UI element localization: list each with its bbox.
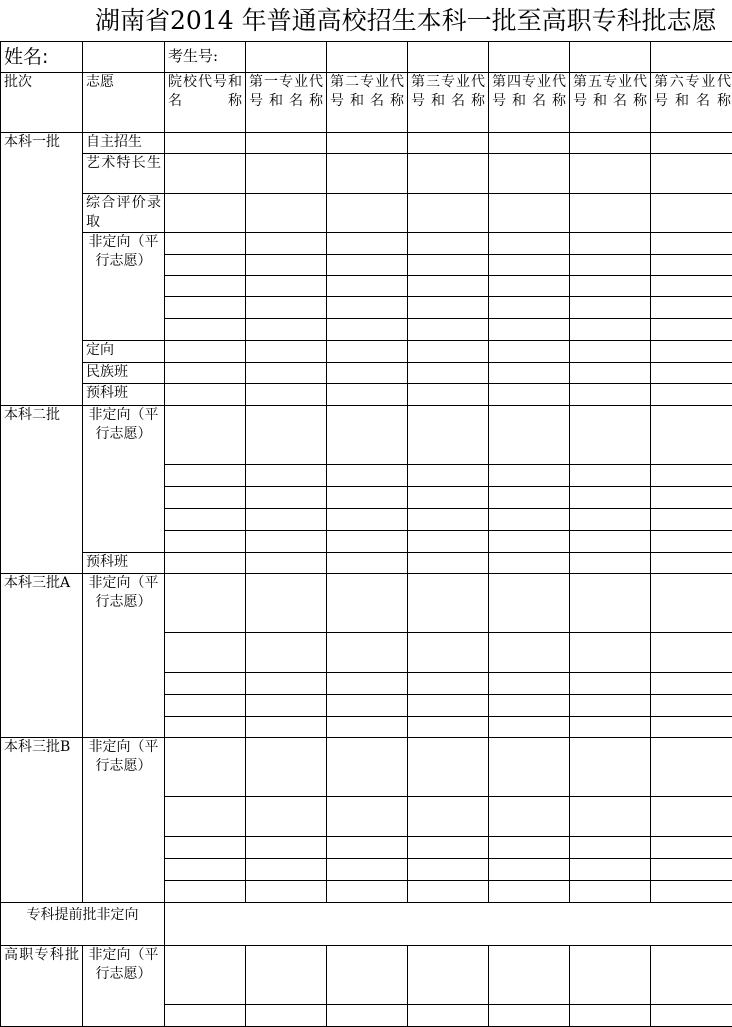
entry-cell[interactable] (408, 297, 489, 319)
entry-cell[interactable] (651, 487, 732, 509)
entry-cell[interactable] (246, 465, 327, 487)
entry-cell[interactable] (570, 194, 651, 233)
entry-cell[interactable] (489, 695, 570, 717)
entry-cell[interactable] (408, 509, 489, 531)
entry-cell[interactable] (165, 509, 246, 531)
entry-cell[interactable] (570, 341, 651, 363)
entry-cell[interactable] (651, 319, 732, 341)
entry-cell[interactable] (651, 531, 732, 553)
type-label: 定向 (83, 341, 165, 363)
name-label: 姓名: (1, 42, 83, 73)
entry-cell[interactable] (570, 384, 651, 406)
entry-cell[interactable] (165, 881, 246, 903)
entry-cell[interactable] (246, 738, 327, 797)
entry-cell[interactable] (165, 465, 246, 487)
entry-cell[interactable] (489, 319, 570, 341)
type-label: 民族班 (83, 363, 165, 384)
entry-cell[interactable] (327, 406, 408, 465)
entry-cell[interactable] (408, 859, 489, 881)
entry-cell[interactable] (570, 859, 651, 881)
entry-cell[interactable] (570, 363, 651, 384)
entry-cell[interactable] (165, 1005, 246, 1027)
entry-cell[interactable] (651, 384, 732, 406)
entry-cell[interactable] (651, 133, 732, 154)
entry-cell[interactable] (246, 194, 327, 233)
entry-cell[interactable] (327, 553, 408, 574)
entry-cell[interactable] (165, 255, 246, 276)
entry-cell[interactable] (570, 695, 651, 717)
entry-cell[interactable] (246, 487, 327, 509)
entry-cell[interactable] (165, 797, 246, 837)
entry-cell[interactable] (246, 859, 327, 881)
exam-no-field[interactable] (651, 42, 732, 73)
header-volunteer: 志愿 (83, 73, 165, 133)
entry-cell[interactable] (408, 574, 489, 633)
entry-cell[interactable] (246, 133, 327, 154)
exam-no-field[interactable] (408, 42, 489, 73)
entry-cell[interactable] (489, 738, 570, 797)
entry-cell[interactable] (327, 695, 408, 717)
exam-no-field[interactable] (570, 42, 651, 73)
entry-cell[interactable] (408, 553, 489, 574)
entry-cell[interactable] (246, 1005, 327, 1027)
batch-label: 高职专科批 (1, 946, 83, 1027)
entry-cell[interactable] (651, 154, 732, 194)
entry-cell[interactable] (570, 406, 651, 465)
entry-cell[interactable] (570, 1005, 651, 1027)
entry-cell[interactable] (489, 384, 570, 406)
entry-cell[interactable] (651, 255, 732, 276)
entry-cell[interactable] (570, 154, 651, 194)
entry-cell[interactable] (570, 797, 651, 837)
entry-cell[interactable] (327, 717, 408, 738)
entry-cell[interactable] (246, 255, 327, 276)
type-label: 非定向（平行志愿） (83, 574, 165, 738)
entry-cell[interactable] (327, 255, 408, 276)
entry-cell[interactable] (327, 194, 408, 233)
entry-cell[interactable] (570, 574, 651, 633)
entry-cell[interactable] (489, 531, 570, 553)
entry-cell[interactable] (327, 276, 408, 297)
entry-cell[interactable] (408, 465, 489, 487)
entry-cell[interactable] (651, 859, 732, 881)
name-field[interactable] (83, 42, 165, 73)
entry-cell[interactable] (165, 384, 246, 406)
entry-cell[interactable] (408, 341, 489, 363)
entry-cell[interactable] (165, 233, 246, 255)
entry-cell[interactable] (165, 531, 246, 553)
entry-cell[interactable] (408, 319, 489, 341)
entry-cell[interactable] (489, 859, 570, 881)
entry-cell[interactable] (489, 363, 570, 384)
entry-cell[interactable] (165, 859, 246, 881)
batch-label: 本科二批 (1, 406, 83, 574)
entry-cell[interactable] (408, 255, 489, 276)
entry-cell[interactable] (570, 946, 651, 1005)
entry-cell[interactable] (408, 363, 489, 384)
type-label: 预科班 (83, 384, 165, 406)
entry-cell[interactable] (570, 881, 651, 903)
entry-cell[interactable] (489, 154, 570, 194)
type-label: 预科班 (83, 553, 165, 574)
batch-label: 本科三批A (1, 574, 83, 738)
entry-cell[interactable] (408, 133, 489, 154)
entry-cell[interactable] (246, 341, 327, 363)
entry-cell[interactable] (408, 797, 489, 837)
entry-cell[interactable] (327, 465, 408, 487)
entry-cell[interactable] (327, 487, 408, 509)
entry-cell[interactable] (651, 1005, 732, 1027)
entry-cell[interactable] (327, 738, 408, 797)
entry-cell[interactable] (327, 859, 408, 881)
entry-cell[interactable] (408, 1005, 489, 1027)
entry-cell[interactable] (651, 881, 732, 903)
entry-cell[interactable] (651, 837, 732, 859)
header-major5: 第五专业代号和名称 (570, 73, 651, 133)
batch-label: 本科一批 (1, 133, 83, 406)
header-batch: 批次 (1, 73, 83, 133)
type-label: 非定向（平行志愿） (83, 946, 165, 1027)
entry-cell[interactable] (651, 695, 732, 717)
entry-cell[interactable] (489, 797, 570, 837)
entry-cell[interactable] (327, 319, 408, 341)
entry-cell[interactable] (246, 553, 327, 574)
header-school: 院校代号和名称 (165, 73, 246, 133)
entry-cell[interactable] (246, 531, 327, 553)
entry-cell[interactable] (165, 319, 246, 341)
entry-cell[interactable] (327, 946, 408, 1005)
entry-cell[interactable] (408, 384, 489, 406)
entry-cell[interactable] (570, 133, 651, 154)
entry-cell[interactable] (165, 276, 246, 297)
exam-no-field[interactable] (489, 42, 570, 73)
type-label: 综合评价录取 (83, 194, 165, 233)
entry-cell[interactable] (408, 406, 489, 465)
entry-cell[interactable] (570, 255, 651, 276)
entry-cell[interactable] (408, 881, 489, 903)
entry-cell[interactable] (489, 194, 570, 233)
entry-cell[interactable] (246, 837, 327, 859)
entry-cell[interactable] (246, 384, 327, 406)
entry-cell[interactable] (246, 717, 327, 738)
entry-cell[interactable] (408, 154, 489, 194)
entry-cell[interactable] (651, 341, 732, 363)
header-major2: 第二专业代号和名称 (327, 73, 408, 133)
entry-cell[interactable] (165, 363, 246, 384)
entry-cell[interactable] (246, 673, 327, 695)
exam-no-field[interactable] (327, 42, 408, 73)
entry-cell[interactable] (165, 553, 246, 574)
entry-cell[interactable] (165, 406, 246, 465)
type-label: 自主招生 (83, 133, 165, 154)
entry-cell[interactable] (327, 837, 408, 859)
entry-cell[interactable] (651, 574, 732, 633)
entry-cell[interactable] (651, 297, 732, 319)
entry-cell[interactable] (651, 233, 732, 255)
entry-cell[interactable] (570, 233, 651, 255)
entry-cell[interactable] (651, 717, 732, 738)
entry-cell[interactable] (246, 233, 327, 255)
entry-cell[interactable] (651, 465, 732, 487)
entry-cell[interactable] (489, 633, 570, 673)
entry-cell[interactable] (570, 553, 651, 574)
entry-cell[interactable] (246, 633, 327, 673)
entry-cell[interactable] (651, 673, 732, 695)
entry-cell[interactable] (489, 487, 570, 509)
entry-cell[interactable] (246, 276, 327, 297)
entry-cell[interactable] (570, 531, 651, 553)
entry-cell[interactable] (165, 837, 246, 859)
entry-cell[interactable] (408, 194, 489, 233)
entry-cell[interactable] (165, 574, 246, 633)
entry-cell[interactable] (570, 837, 651, 859)
entry-cell[interactable] (246, 509, 327, 531)
entry-cell[interactable] (570, 319, 651, 341)
entry-cell-wide[interactable] (165, 903, 732, 946)
entry-cell[interactable] (327, 574, 408, 633)
entry-cell[interactable] (489, 465, 570, 487)
type-label: 艺术特长生 (83, 154, 165, 194)
entry-cell[interactable] (327, 673, 408, 695)
entry-cell[interactable] (246, 363, 327, 384)
entry-cell[interactable] (327, 233, 408, 255)
entry-cell[interactable] (408, 487, 489, 509)
header-major1: 第一专业代号和名称 (246, 73, 327, 133)
entry-cell[interactable] (651, 363, 732, 384)
entry-cell[interactable] (327, 154, 408, 194)
entry-cell[interactable] (327, 363, 408, 384)
entry-cell[interactable] (570, 487, 651, 509)
entry-cell[interactable] (408, 233, 489, 255)
entry-cell[interactable] (651, 797, 732, 837)
entry-cell[interactable] (408, 738, 489, 797)
form-title (0, 0, 732, 42)
entry-cell[interactable] (570, 509, 651, 531)
entry-cell[interactable] (246, 946, 327, 1005)
entry-cell[interactable] (327, 509, 408, 531)
entry-cell[interactable] (408, 276, 489, 297)
entry-cell[interactable] (651, 406, 732, 465)
entry-cell[interactable] (651, 509, 732, 531)
entry-cell[interactable] (489, 233, 570, 255)
entry-cell[interactable] (246, 406, 327, 465)
entry-cell[interactable] (489, 297, 570, 319)
entry-cell[interactable] (327, 1005, 408, 1027)
entry-cell[interactable] (570, 673, 651, 695)
entry-cell[interactable] (327, 531, 408, 553)
entry-cell[interactable] (570, 276, 651, 297)
entry-cell[interactable] (246, 797, 327, 837)
entry-cell[interactable] (489, 553, 570, 574)
entry-cell[interactable] (165, 717, 246, 738)
entry-cell[interactable] (651, 633, 732, 673)
entry-cell[interactable] (165, 297, 246, 319)
entry-cell[interactable] (408, 946, 489, 1005)
header-major6: 第六专业代号和名称 (651, 73, 732, 133)
entry-cell[interactable] (489, 574, 570, 633)
entry-cell[interactable] (408, 717, 489, 738)
entry-cell[interactable] (165, 738, 246, 797)
entry-cell[interactable] (246, 695, 327, 717)
entry-cell[interactable] (570, 717, 651, 738)
entry-cell[interactable] (489, 673, 570, 695)
entry-cell[interactable] (327, 384, 408, 406)
entry-cell[interactable] (408, 531, 489, 553)
type-label: 非定向（平行志愿） (83, 233, 165, 341)
entry-cell[interactable] (570, 633, 651, 673)
entry-cell[interactable] (165, 695, 246, 717)
type-label: 非定向（平行志愿） (83, 406, 165, 553)
entry-cell[interactable] (651, 738, 732, 797)
entry-cell[interactable] (489, 406, 570, 465)
entry-cell[interactable] (570, 738, 651, 797)
batch-label: 本科三批B (1, 738, 83, 903)
entry-cell[interactable] (246, 574, 327, 633)
entry-cell[interactable] (327, 133, 408, 154)
entry-cell[interactable] (327, 797, 408, 837)
exam-no-label: 考生号: (165, 42, 246, 73)
entry-cell[interactable] (165, 194, 246, 233)
entry-cell[interactable] (408, 695, 489, 717)
entry-cell[interactable] (165, 946, 246, 1005)
entry-cell[interactable] (651, 194, 732, 233)
form-title-text: 湖南省2014 年普通高校招生本科一批至高职专科批志愿 (95, 6, 717, 35)
entry-cell[interactable] (165, 487, 246, 509)
entry-cell[interactable] (246, 154, 327, 194)
entry-cell[interactable] (246, 881, 327, 903)
header-major4: 第四专业代号和名称 (489, 73, 570, 133)
type-label: 非定向（平行志愿） (83, 738, 165, 903)
entry-cell[interactable] (165, 341, 246, 363)
entry-cell[interactable] (246, 319, 327, 341)
entry-cell[interactable] (489, 881, 570, 903)
batch-label: 专科提前批非定向 (1, 903, 165, 946)
entry-cell[interactable] (408, 673, 489, 695)
entry-cell[interactable] (570, 465, 651, 487)
entry-cell[interactable] (327, 297, 408, 319)
entry-cell[interactable] (327, 341, 408, 363)
volunteer-form-table (0, 41, 732, 1027)
entry-cell[interactable] (489, 837, 570, 859)
entry-cell[interactable] (570, 297, 651, 319)
entry-cell[interactable] (651, 553, 732, 574)
entry-cell[interactable] (327, 633, 408, 673)
entry-cell[interactable] (408, 837, 489, 859)
entry-cell[interactable] (489, 276, 570, 297)
entry-cell[interactable] (165, 673, 246, 695)
entry-cell[interactable] (489, 1005, 570, 1027)
entry-cell[interactable] (165, 633, 246, 673)
entry-cell[interactable] (489, 133, 570, 154)
entry-cell[interactable] (489, 255, 570, 276)
entry-cell[interactable] (489, 509, 570, 531)
header-major3: 第三专业代号和名称 (408, 73, 489, 133)
entry-cell[interactable] (651, 276, 732, 297)
entry-cell[interactable] (165, 133, 246, 154)
entry-cell[interactable] (489, 717, 570, 738)
entry-cell[interactable] (489, 341, 570, 363)
entry-cell[interactable] (165, 154, 246, 194)
exam-no-field[interactable] (246, 42, 327, 73)
entry-cell[interactable] (246, 297, 327, 319)
entry-cell[interactable] (327, 881, 408, 903)
entry-cell[interactable] (408, 633, 489, 673)
entry-cell[interactable] (651, 946, 732, 1005)
entry-cell[interactable] (489, 946, 570, 1005)
